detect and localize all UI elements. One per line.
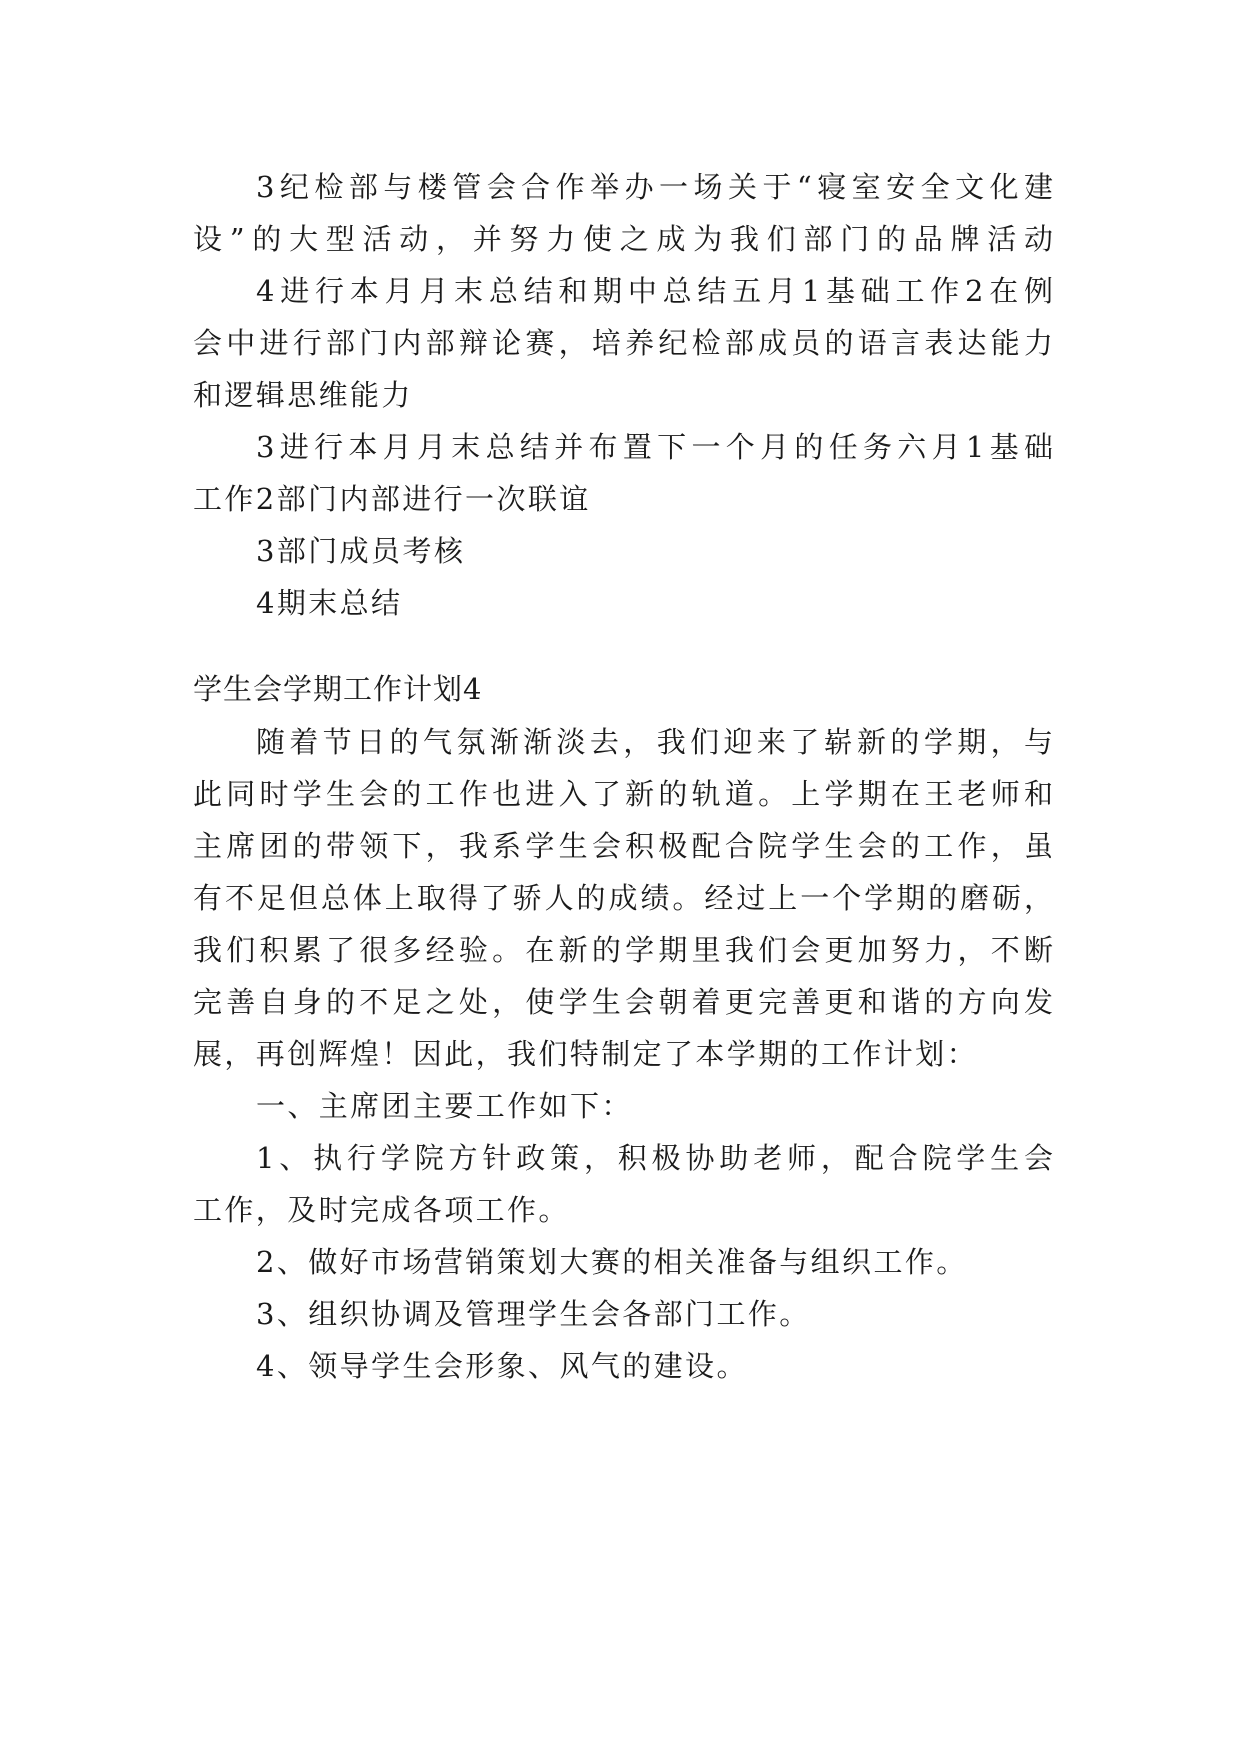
paragraph-line: 有不足但总体上取得了骄人的成绩。经过上一个学期的磨砺， [193,881,1053,915]
list-item: 1、执行学院方针政策，积极协助老师，配合院学生会 [256,1141,1053,1175]
paragraph-line: 主席团的带领下，我系学生会积极配合院学生会的工作，虽 [193,829,1053,863]
paragraph-line: 展，再创辉煌！因此，我们特制定了本学期的工作计划： [193,1037,979,1071]
paragraph-line: 4进行本月月末总结和期中总结五月1基础工作2在例 [256,274,1053,308]
list-heading: 一、主席团主要工作如下： [256,1089,633,1123]
paragraph-line: 此同时学生会的工作也进入了新的轨道。上学期在王老师和 [193,777,1053,811]
paragraph-line: 3纪检部与楼管会合作举办一场关于“寝室安全文化建 [256,170,1053,204]
list-item: 3、组织协调及管理学生会各部门工作。 [256,1297,811,1331]
paragraph-line: 设”的大型活动，并努力使之成为我们部门的品牌活动 [193,222,1053,256]
paragraph-line: 完善自身的不足之处，使学生会朝着更完善更和谐的方向发 [193,985,1053,1019]
paragraph-line: 我们积累了很多经验。在新的学期里我们会更加努力，不断 [193,933,1053,967]
list-item: 2、做好市场营销策划大赛的相关准备与组织工作。 [256,1245,968,1279]
paragraph-line: 3部门成员考核 [256,534,466,568]
section-heading: 学生会学期工作计划4 [193,672,483,706]
paragraph-line: 和逻辑思维能力 [193,378,413,412]
list-item-continuation: 工作，及时完成各项工作。 [193,1193,570,1227]
paragraph-line: 随着节日的气氛渐渐淡去，我们迎来了崭新的学期，与 [256,725,1053,759]
paragraph-line: 会中进行部门内部辩论赛，培养纪检部成员的语言表达能力 [193,326,1053,360]
paragraph-line: 3进行本月月末总结并布置下一个月的任务六月1基础 [256,430,1053,464]
paragraph-line: 工作2部门内部进行一次联谊 [193,482,591,516]
list-item: 4、领导学生会形象、风气的建设。 [256,1349,748,1383]
paragraph-line: 4期末总结 [256,586,403,620]
